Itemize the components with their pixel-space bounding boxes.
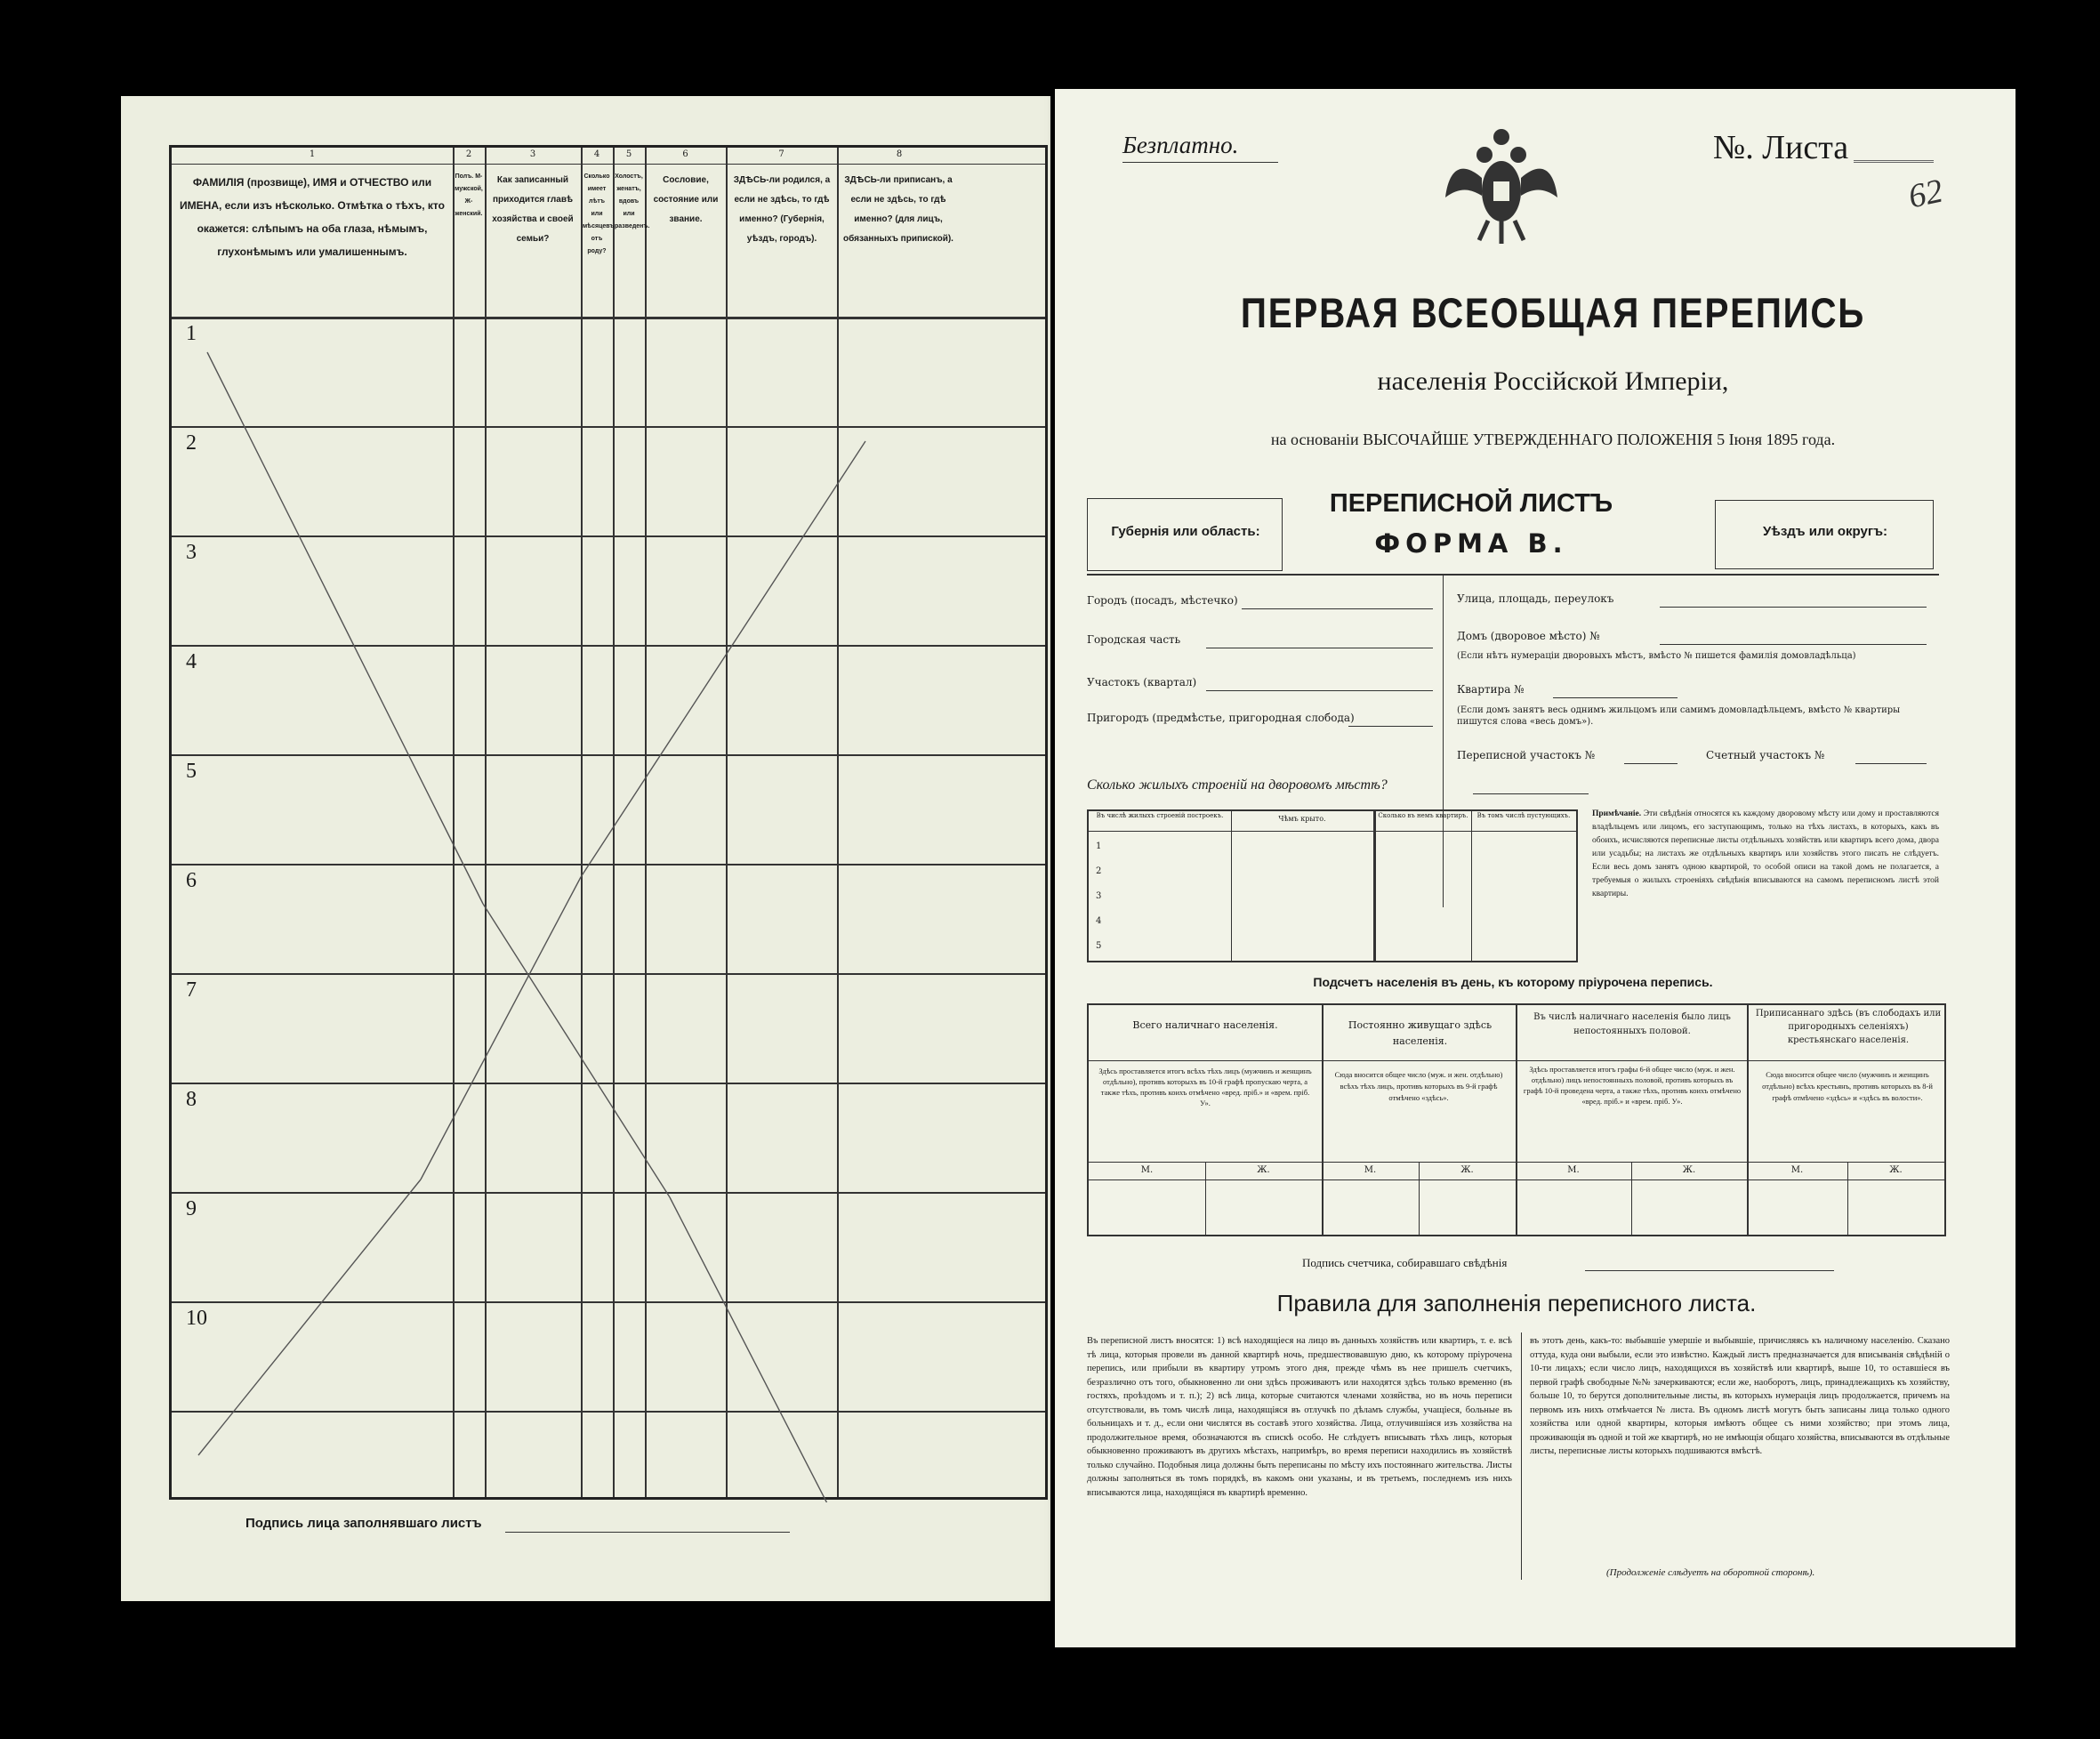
sex-label: Ж.: [1682, 1165, 1696, 1175]
column-header-registration: ЗДѢСЬ-ли приписанъ, а если не здѣсь, то гдѣ именно? (для лицъ, обязанныхъ припиской).: [843, 175, 953, 244]
address-ward-label: Участокъ (квартал): [1087, 676, 1197, 688]
address-suburb-label: Пригородъ (предмѣстье, пригородная слобода): [1087, 712, 1355, 724]
buildings-row: 4: [1096, 916, 1102, 926]
street-field[interactable]: [1660, 607, 1927, 608]
count-header: Приписаннаго здѣсь (въ слободахъ или пригородныхъ селеніяхъ) крестьянскаго населенія.: [1755, 1009, 1942, 1045]
strike-through-lines: [172, 148, 1050, 1502]
apartment-field[interactable]: [1553, 697, 1678, 698]
address-city-label: Городъ (посадъ, мѣстечко): [1087, 594, 1238, 607]
street-label: Улица, площадь, переулокъ: [1457, 592, 1614, 605]
count-text: Сюда вносится общее число (мужчинъ и женщинъ отдѣльно) всѣхъ крестьянъ, противъ которыхъ въ 8-й графѣ отмѣчено «здѣсь» и «здѣсь въ волости».: [1762, 1070, 1933, 1102]
page-subtitle: населенія Россійской Имперіи,: [1377, 366, 1729, 396]
form-label: ФОРМА В.: [1374, 528, 1568, 559]
counting-area-field[interactable]: [1855, 763, 1927, 764]
buildings-row: 2: [1096, 866, 1102, 876]
house-label: Домъ (дворовое мѣсто) №: [1457, 630, 1600, 642]
sex-label: Ж.: [1257, 1165, 1270, 1175]
sex-label: Ж.: [1460, 1165, 1474, 1175]
buildings-question: Сколько жилыхъ строеній на дворовомъ мѣстѣ?: [1087, 777, 1388, 793]
buildings-header: Сколько въ немъ квартиръ.: [1378, 812, 1468, 819]
column-header-estate: Сословие, состояние или звание.: [653, 175, 719, 224]
column-number: 2: [465, 149, 472, 159]
counter-signature-field[interactable]: [1585, 1270, 1834, 1271]
buildings-row: 5: [1096, 941, 1102, 951]
note-text: Эти свѣдѣнія относятся къ каждому дворовому мѣсту или дому и проставляются владѣльцемъ или лицомъ, его заступающимъ, только на тѣхъ листахъ, в которыхъ, какъ въ обоихъ, исчисляются переписные листы отдѣльныхъ хозяйствъ или квартиръ всего дома, двора или усадьбы; на листахъ же отдѣльныхъ квартиръ или хозяйствъ этого писать не слѣдуетъ. Если весь домъ занятъ одною квартирой, то особой описи на такой домъ не полагается, а требуемыя о жилыхъ строеніяхъ свѣдѣнія вписываются на самомъ переписномъ листѣ этой квартиры.: [1592, 809, 1940, 898]
count-text: Здѣсь проставляется итогъ всѣхъ тѣхъ лицъ (мужчинъ и женщинъ отдѣльно), противъ которыхъ въ 10-й графѣ пропускаю черта, а также тѣхъ, противъ коихъ отмѣчено «вред. пріб.» и «врем. пріб. У».: [1098, 1067, 1312, 1107]
sheet-number-field[interactable]: [1854, 144, 1934, 163]
buildings-header: Въ томъ числѣ пустующихъ.: [1476, 812, 1571, 819]
row-number: 9: [186, 1197, 197, 1220]
sex-label: М.: [1140, 1165, 1154, 1175]
double-headed-eagle-icon: [1444, 125, 1559, 249]
row-number: 6: [186, 869, 197, 892]
header-rule: [1087, 574, 1939, 576]
address-part-label: Городская часть: [1087, 633, 1181, 646]
suburb-field[interactable]: [1348, 726, 1433, 727]
column-number: 7: [778, 149, 784, 159]
row-number: 8: [186, 1088, 197, 1111]
column-number: 8: [896, 149, 903, 159]
sex-label: М.: [1364, 1165, 1377, 1175]
column-number: 4: [593, 149, 600, 159]
buildings-row: 3: [1096, 891, 1102, 901]
rules-column-2: въ этотъ день, какъ-то: выбывшіе умершіе и выбывшіе, причисляясь къ наличному населенію. Сказано оттуда, куда они выбыли, если это извѣстно. Каждый листъ предназначается для вписыванія свѣдѣній о 10-ти лицахъ; если число лицъ, находящихся въ хозяйствѣ или квартирѣ, выше 10, то оставшіеся въ первой графѣ свободные №№ зачеркиваются; если же, наоборотъ, лицъ, принадлежащихъ къ хозяйству, больше 10, то берутся дополнительные листы, въ которыхъ нумерація лицъ продолжается, причемъ на первомъ изъ нихъ отмѣчается № листа. Въ одномъ листѣ могутъ быть записаны лица только одного хозяйства или одной квартиры, которыя имѣютъ общее съ ними хозяйство; при этомъ лица, проживающія въ одной и той же квартирѣ, но не имѣющія общаго хозяйства, вписываются въ отдѣльные листы, переписные листы которыхъ подшиваются вмѣстѣ.: [1530, 1336, 1950, 1456]
left-page: [121, 96, 1050, 1601]
row-number: 5: [186, 760, 197, 783]
column-header-age: Сколько имеет лѣтъ или мѣсяцевъ отъ роду?: [583, 173, 615, 254]
underline: [1122, 162, 1278, 163]
sheet-title: ПЕРЕПИСНОЙ ЛИСТЪ: [1329, 489, 1613, 518]
city-field[interactable]: [1242, 608, 1433, 609]
column-number: 1: [309, 149, 316, 159]
rules-title: Правила для заполненія переписного листа.: [1276, 1290, 1757, 1316]
column-number: 6: [682, 149, 688, 159]
rules-column-1: Въ переписной листъ вносятся: 1) всѣ находящiеся на лицо въ данныхъ хозяйствъ или квартиръ, т. е. всѣ тѣ лица, которыя провели въ данной квартирѣ ночь, предшествовавшую дню, къ которому пріурочена перепись, или прибыли въ квартиру утромъ этого дня, прежде чѣмъ въ нее пришелъ счетчикъ, безразлично отъ того, обыкновенно ли они здѣсь проживаютъ или находятся здѣсь только временно (въ гостяхъ, проѣздомъ и т. п.); 2) всѣ лица, которые считаются членами хозяйства, но въ ночь переписи отсутствовали, въ томъ числѣ лица, находящіяся въ отлучкѣ по дѣламъ службы, учащіеся, больные въ больницахъ и т. д., если они числятся въ составѣ этого хозяйства. Лица, отлучившіяся изъ хозяйства на продолжительное время, обозначаются въ спискѣ особо. Не слѣдуетъ вписывать тѣхъ лицъ, которыя обыкновенно проживаютъ въ другихъ мѣстахъ, напримѣръ, во время переписи находились въ хозяйствѣ только случайно. Подобныя лица должны быть переписаны по мѣсту ихъ постояннаго жительства. Листы должны заполняться въ томъ порядкѣ, въ какомъ они указаны, и въ третьемъ, последнемъ изъ нихъ вписываются лица, находящіяся въ квартирѣ временно.: [1087, 1336, 1512, 1498]
apartment-label: Квартира №: [1457, 683, 1525, 696]
sex-label: М.: [1567, 1165, 1580, 1175]
row-number: 10: [186, 1307, 207, 1330]
signature-line[interactable]: [505, 1532, 790, 1533]
buildings-header: Въ числѣ жилыхъ строеній построекъ.: [1096, 812, 1224, 819]
free-label: Безплатно.: [1122, 132, 1239, 158]
row-number: 7: [186, 978, 197, 1002]
district-label: Уѣздъ или округъ:: [1762, 524, 1888, 539]
sheet-number-label: №. Листа: [1713, 129, 1849, 166]
basis-line: на основаніи ВЫСОЧАЙШЕ УТВЕРЖДЕННАГО ПОЛОЖЕНІЯ 5 Іюня 1895 года.: [1270, 431, 1836, 448]
count-table: [1087, 1003, 1946, 1236]
count-title: Подсчетъ населенія въ день, къ которому пріурочена перепись.: [1313, 975, 1713, 989]
column-header-marital: Холостъ, женатъ, вдовъ или разведенъ.: [615, 173, 650, 229]
signature-label: Подпись лица заполнявшаго листъ: [245, 1516, 482, 1531]
count-header: Постоянно живущаго здѣсь населенія.: [1348, 1019, 1493, 1047]
column-number: 5: [625, 149, 632, 159]
column-header-birthplace: ЗДѢСЬ-ли родился, а если не здѣсь, то гдѣ именно? (Губернія, уѣздъ, городъ).: [733, 175, 831, 244]
count-text: Сюда вносится общее число (муж. и жен. отдѣльно) всѣхъ тѣхъ лицъ, противъ которыхъ въ 9-й графѣ отмѣчено «здѣсь».: [1334, 1070, 1503, 1102]
buildings-answer-field[interactable]: [1473, 793, 1589, 794]
district-box[interactable]: [1715, 500, 1934, 569]
counting-area-label: Счетный участокъ №: [1706, 749, 1825, 761]
column-number: 3: [529, 149, 536, 159]
continued-note: (Продолженіе слѣдуетъ на оборотной сторонѣ).: [1606, 1567, 1815, 1578]
sex-label: Ж.: [1889, 1165, 1903, 1175]
right-page: [1055, 89, 2016, 1647]
column-header-sex: Полъ. М-мужской, Ж-женский.: [455, 173, 483, 217]
row-number: 4: [186, 650, 197, 673]
count-header: Въ числѣ наличнаго населенія было лицъ непостоянныхъ половой.: [1533, 1012, 1731, 1036]
handwritten-number: 62: [1905, 172, 1946, 216]
province-label: Губернія или область:: [1111, 524, 1260, 539]
count-text: Здѣсь проставляется итогъ графы 6-й общее число (муж. и жен. отдѣльно) лицъ непостоянныхъ половой, противъ которыхъ въ графѣ 10-й проведена черта, а также тѣхъ, противъ коихъ отмѣчено «вред. пріб.» и «врем. пріб. У».: [1523, 1065, 1742, 1106]
census-area-field[interactable]: [1624, 763, 1678, 764]
census-area-label: Переписной участокъ №: [1457, 749, 1596, 761]
sex-label: М.: [1790, 1165, 1804, 1175]
page-title: ПЕРВАЯ ВСЕОБЩАЯ ПЕРЕПИСЬ: [1240, 289, 1866, 336]
row-number: 2: [186, 431, 197, 455]
count-header: Всего наличнаго населенія.: [1132, 1019, 1278, 1031]
house-note: (Если нѣтъ нумерацiи дворовыхъ мѣстъ, вмѣсто № пишется фамилія домовладѣльца): [1457, 651, 1856, 661]
column-header-relation: Как записанный приходится главѣ хозяйства и своей семьи?: [492, 175, 574, 244]
apartment-note: (Если домъ занятъ весь однимъ жильцомъ или самимъ домовладѣльцемъ, вмѣсто № квартиры пишутся слова «весь домъ»).: [1457, 705, 1901, 727]
column-header-name: ФАМИЛІЯ (прозвище), ИМЯ и ОТЧЕСТВО или ИМЕНА, если изъ нѣсколько. Отмѣтка о тѣхъ, кто окажется: слѣпымъ на оба глаза, нѣмымъ, глухонѣмымъ или умалишеннымъ.: [180, 176, 445, 258]
row-number: 3: [186, 541, 197, 564]
ward-field[interactable]: [1206, 690, 1433, 691]
buildings-header: Чѣмъ крыто.: [1278, 815, 1326, 823]
house-field[interactable]: [1660, 644, 1927, 645]
counter-signature-label: Подпись счетчика, собиравшаго свѣдѣнія: [1302, 1256, 1508, 1269]
rules-divider: [1521, 1332, 1522, 1580]
note-label: Примѣчаніе.: [1592, 809, 1642, 818]
province-box[interactable]: [1087, 498, 1283, 571]
note-paragraph: [1592, 808, 1939, 901]
row-number: 1: [186, 322, 197, 345]
buildings-row: 1: [1096, 841, 1102, 851]
census-table: [169, 145, 1048, 1500]
buildings-table: [1087, 809, 1578, 962]
